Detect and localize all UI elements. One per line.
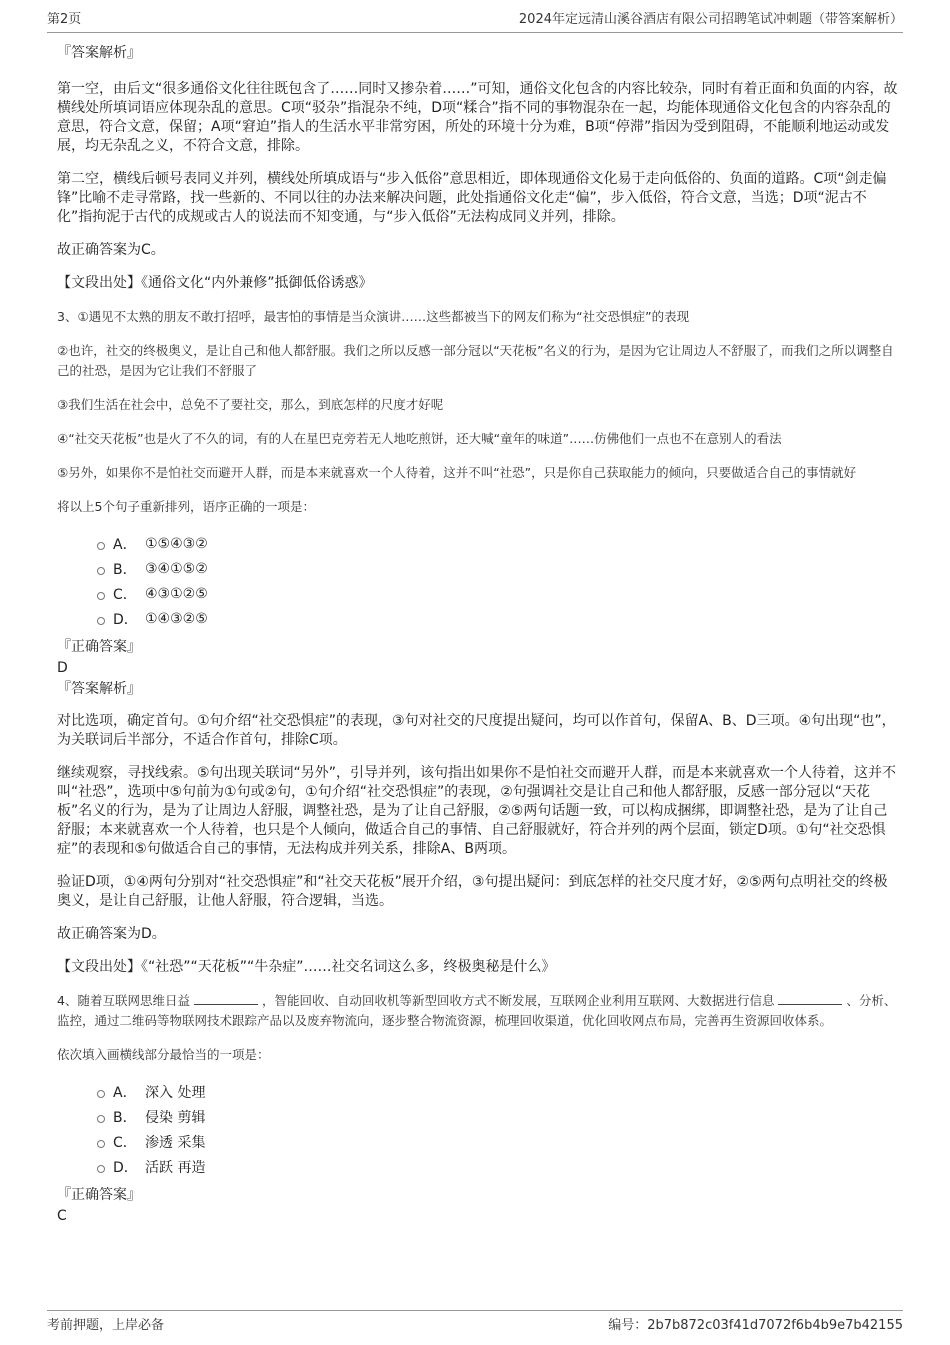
question-sentence: ⑤另外，如果你不是怕社交而避开人群，而是本来就喜欢一个人待着，这并不叫“社恐”，只是你自己获取能力的倾向，只要做适合自己的事情就好 (57, 465, 857, 480)
radio-icon[interactable] (97, 1140, 105, 1148)
options-list (97, 531, 900, 631)
radio-icon[interactable] (97, 1090, 105, 1098)
option-c[interactable] (97, 581, 900, 606)
document-title: 2024年定远清山溪谷酒店有限公司招聘笔试冲刺题（带答案解析） (518, 12, 903, 27)
source-text: 【文段出处】《通俗文化“内外兼修”抵御低俗诱惑》 (57, 275, 373, 291)
option-text: 深入 处理 (145, 1084, 206, 1101)
document-id: 编号：2b7b872c03f41d7072f6b4b9e7b42155 (608, 1317, 903, 1333)
analysis-paragraph: 第二空，横线后顿号表同义并列，横线处所填成语与“步入低俗”意思相近，即体现通俗文化易于走向低俗的、负面的道路。C项“剑走偏锋”比喻不走寻常路，找一些新的、不同以往的办法来解决问题，此处指通俗文化走“偏”，步入低俗，符合文意，当选；D项“泥古不化”指拘泥于古代的成规或古人的说法而不知变通，与“步入低俗”无法构成同义并列，排除。 (57, 171, 887, 225)
correct-answer-label: 『正确答案』 (57, 639, 141, 655)
analysis-paragraph: 验证D项，①④两句分别对“社交恐惧症”和“社交天花板”展开介绍，③句提出疑问：到底怎样的社交尺度才好，②⑤两句点明社交的终极奥义，是让自己舒服，让他人舒服，符合逻辑，当选。 (57, 874, 888, 909)
stem-part: 、分析、监控，通过二维码等物联网技术跟踪产品以及废弃物流向，逐步整合物流资源，梳理回收渠道，优化回收网点布局，完善再生资源回收体系。 (57, 993, 897, 1028)
radio-icon[interactable] (97, 1165, 105, 1173)
option-d[interactable] (97, 606, 900, 631)
option-b[interactable] (97, 556, 900, 581)
option-letter: B． (113, 1109, 137, 1126)
stem-part: 4、随着互联网思维日益 (57, 993, 190, 1008)
option-letter: D． (113, 611, 138, 628)
option-d[interactable] (97, 1154, 900, 1179)
page-number: 第2页 (47, 12, 82, 27)
option-a[interactable] (97, 531, 900, 556)
footer-slogan: 考前押题，上岸必备 (47, 1317, 165, 1333)
radio-icon[interactable] (97, 542, 105, 550)
option-text: ①④③②⑤ (145, 610, 208, 627)
option-letter: C． (113, 586, 137, 603)
option-text: 侵染 剪辑 (145, 1109, 206, 1126)
fill-blank (194, 992, 258, 1005)
option-letter: A． (113, 536, 137, 553)
option-c[interactable] (97, 1129, 900, 1154)
question-sentence: ③我们生活在社会中，总免不了要社交，那么，到底怎样的尺度才好呢 (57, 397, 444, 412)
option-text: 渗透 采集 (145, 1134, 206, 1151)
question-4 (57, 991, 900, 1227)
analysis-label: 『答案解析』 (57, 45, 141, 61)
page-footer (47, 1310, 903, 1335)
source-text: 【文段出处】《“社恐”“天花板”“牛杂症”……社交名词这么多，终极奥秘是什么》 (57, 959, 556, 975)
option-text: 活跃 再造 (145, 1159, 206, 1176)
question-stem (57, 991, 900, 1031)
radio-icon[interactable] (97, 1115, 105, 1123)
correct-answer-label: 『正确答案』 (57, 1187, 141, 1203)
question-prompt: 将以上5个句子重新排列，语序正确的一项是： (57, 499, 315, 514)
analysis-label: 『答案解析』 (57, 681, 141, 697)
question-3 (57, 307, 900, 977)
radio-icon[interactable] (97, 592, 105, 600)
main-content (57, 42, 900, 1227)
analysis-paragraph: 继续观察，寻找线索。⑤句出现关联词“另外”，引导并列，该句指出如果你不是怕社交而避开人群，而是本来就喜欢一个人待着，这并不叫“社恐”，选项中⑤句前为①句或②句，①句介绍“社交恐惧症”的表现，②句强调社交是让自己和他人都舒服，反感一部分冠以“天花板”名义的行为，是为了让周边人舒服，调整社恐，是为了让自己舒服，②⑤两句话题一致，可以构成捆绑，即调整社恐，是为了让自己舒服；本来就喜欢一个人待着，也只是个人倾向，做适合自己的事情、自己舒服就好，符合并列的两个层面，锁定D项。①句“社交恐惧症”的表现和⑤句做适合自己的事情，无法构成并列关系，排除A、B两项。 (57, 765, 897, 857)
question-sentence: 3、①遇见不太熟的朋友不敢打招呼，最害怕的事情是当众演讲……这些都被当下的网友们称为“社交恐惧症”的表现 (57, 309, 690, 324)
analysis-paragraph: 第一空，由后文“很多通俗文化往往既包含了……同时又掺杂着……”可知，通俗文化包含的内容比较杂，同时有着正面和负面的内容，故横线处所填词语应体现杂乱的意思。C项“驳杂”指混杂不纯，D项“糅合”指不同的事物混杂在一起，均能体现通俗文化包含的内容杂乱的意思，符合文意，保留；A项“窘迫”指人的生活水平非常穷困，所处的环境十分为难，B项“停滞”指因为受到阻碍，不能顺利地运动或发展，均无杂乱之义，不符合文意，排除。 (57, 81, 898, 154)
correct-answer: D (57, 660, 68, 676)
option-text: ④③①②⑤ (145, 585, 208, 602)
question-sentence: ④“社交天花板”也是火了不久的词，有的人在星巴克旁若无人地吃煎饼，还大喊“童年的味道”……仿佛他们一点也不在意别人的看法 (57, 431, 782, 446)
option-a[interactable] (97, 1079, 900, 1104)
question-sentence: ②也许，社交的终极奥义，是让自己和他人都舒服。我们之所以反感一部分冠以“天花板”名义的行为，是因为它让周边人不舒服了，而我们之所以调整自己的社恐，是因为它让我们不舒服了 (57, 343, 894, 378)
option-letter: B． (113, 561, 137, 578)
option-text: ①⑤④③② (145, 535, 208, 552)
options-list (97, 1079, 900, 1179)
analysis-paragraph: 对比选项，确定首句。①句介绍“社交恐惧症”的表现，③句对社交的尺度提出疑问，均可以作首句，保留A、B、D三项。④句出现“也”，为关联词后半部分，不适合作首句，排除C项。 (57, 713, 896, 748)
option-letter: C． (113, 1134, 137, 1151)
option-b[interactable] (97, 1104, 900, 1129)
fill-blank (778, 992, 842, 1005)
section-prev-analysis (57, 42, 900, 293)
page-header (47, 8, 903, 33)
conclusion-text: 故正确答案为C。 (57, 242, 165, 258)
option-letter: D． (113, 1159, 138, 1176)
correct-answer: C (57, 1208, 67, 1224)
option-text: ③④①⑤② (145, 560, 208, 577)
radio-icon[interactable] (97, 567, 105, 575)
question-prompt: 依次填入画横线部分最恰当的一项是： (57, 1047, 270, 1062)
conclusion-text: 故正确答案为D。 (57, 926, 166, 942)
option-letter: A． (113, 1084, 137, 1101)
radio-icon[interactable] (97, 617, 105, 625)
stem-part: ，智能回收、自动回收机等新型回收方式不断发展，互联网企业利用互联网、大数据进行信息 (261, 993, 775, 1008)
